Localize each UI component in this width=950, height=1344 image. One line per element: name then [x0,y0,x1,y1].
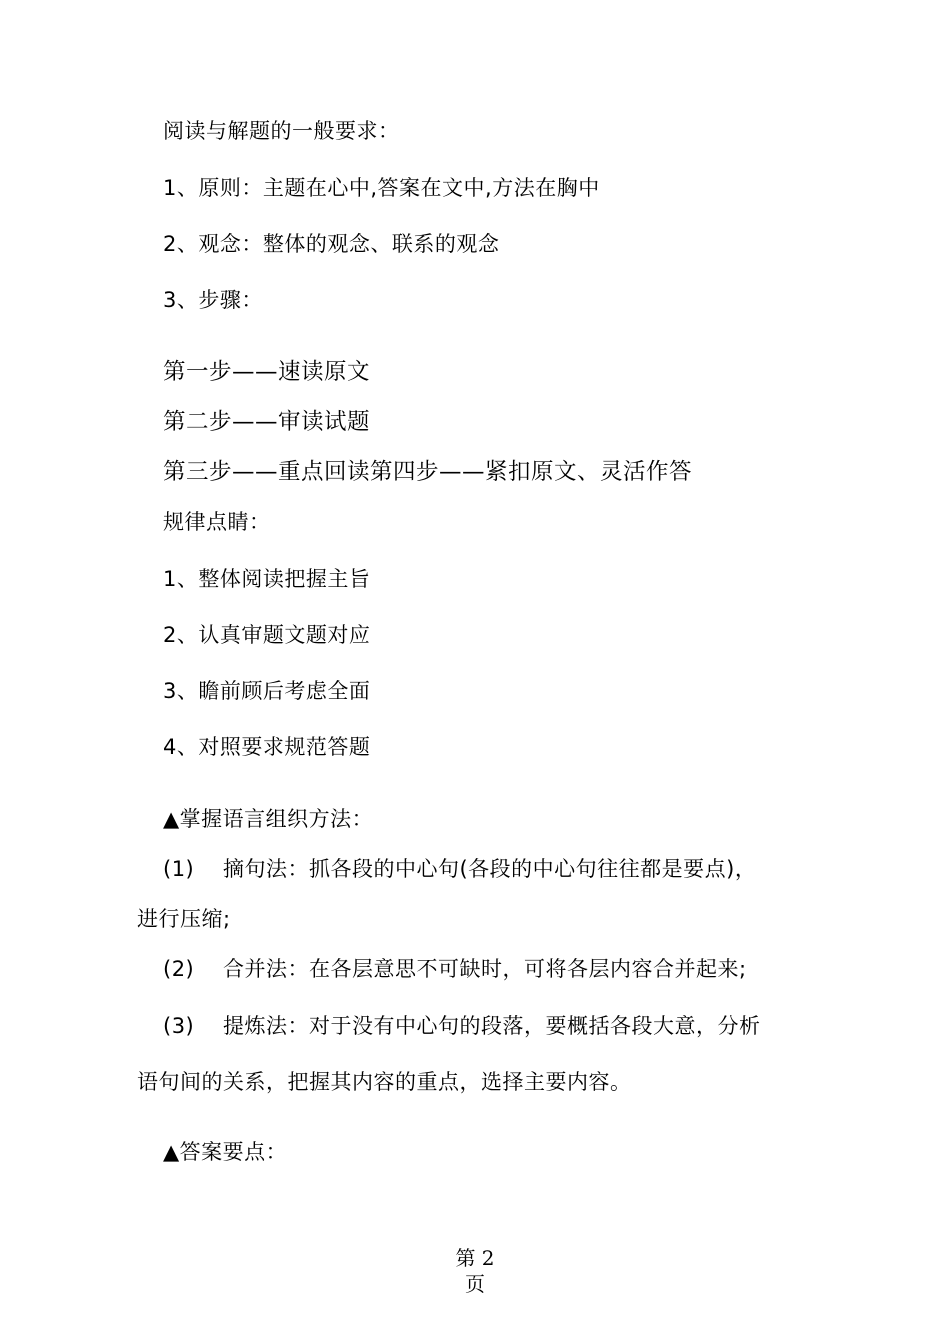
step-3-4: 第三步——重点回读第四步——紧扣原文、灵活作答 [163,459,693,485]
step-1: 第一步——速读原文 [163,359,371,385]
rule-item-2: 2、认真审题文题对应 [163,623,371,647]
rule-item-1: 1、整体阅读把握主旨 [163,567,371,591]
rules-heading: 规律点睛： [163,510,271,534]
intro-heading: 阅读与解题的一般要求： [163,119,400,143]
language-item-1-line-1: (1) 摘句法：抓各段的中心句(各段的中心句往往都是要点)， [163,857,757,881]
page-number-line-2: 页 [465,1272,485,1296]
intro-item-concept: 2、观念：整体的观念、联系的观念 [163,232,500,256]
intro-item-principle: 1、原则：主题在心中,答案在文中,方法在胸中 [163,176,600,200]
language-heading: ▲掌握语言组织方法： [163,807,374,831]
language-item-3-line-2: 语句间的关系，把握其内容的重点，选择主要内容。 [137,1070,632,1094]
language-item-3-line-1: (3) 提炼法：对于没有中心句的段落，要概括各段大意，分析 [163,1014,761,1038]
intro-item-steps: 3、步骤： [163,288,263,312]
rule-item-3: 3、瞻前顾后考虑全面 [163,679,371,703]
language-item-1-line-2: 进行压缩; [137,907,231,931]
rule-item-4: 4、对照要求规范答题 [163,735,371,759]
language-item-2: (2) 合并法：在各层意思不可缺时，可将各层内容合并起来; [163,957,747,981]
page-number-line-1: 第 2 [455,1246,495,1270]
step-2: 第二步——审读试题 [163,409,371,435]
answer-points-heading: ▲答案要点： [163,1140,288,1164]
